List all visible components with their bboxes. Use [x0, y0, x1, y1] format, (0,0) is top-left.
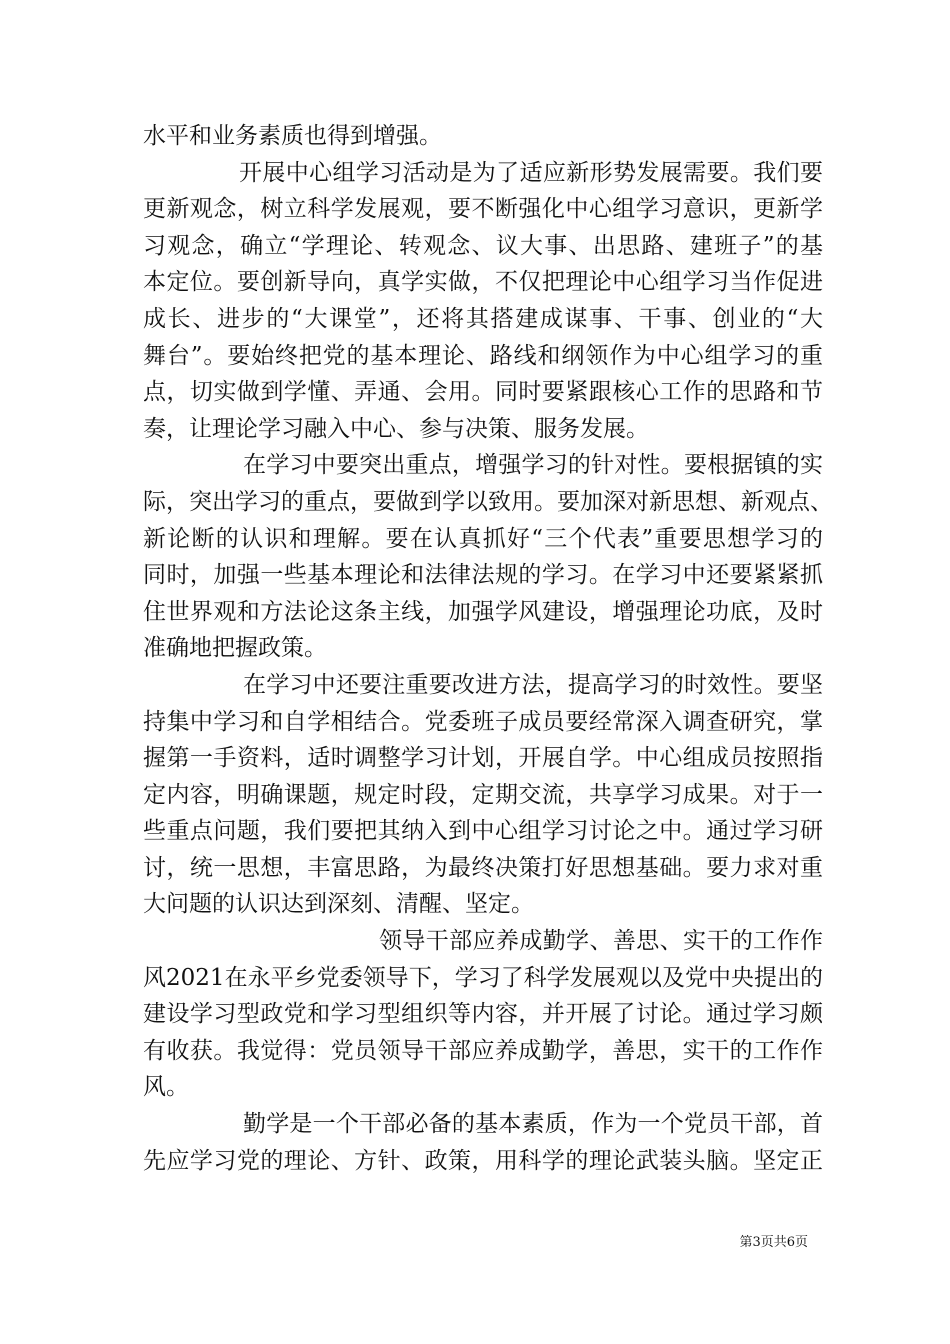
para-4-line-6: 讨，统一思想，丰富思路，为最终决策打好思想基础。要力求对重	[143, 854, 823, 881]
para-2-line-3: 习观念，确立“学理论、转观念、议大事、出思路、建班子”的基	[143, 232, 823, 259]
para-4-line-3: 握第一手资料，适时调整学习计划，开展自学。中心组成员按照指	[143, 745, 823, 772]
para-4-line-5: 些重点问题，我们要把其纳入到中心组学习讨论之中。通过学习研	[143, 818, 823, 845]
para-4-line-7: 大问题的认识达到深刻、清醒、坚定。	[143, 891, 534, 918]
para-2-line-4: 本定位。要创新导向，真学实做，不仅把理论中心组学习当作促进	[143, 269, 823, 296]
page-number: 第3页共6页	[739, 1235, 808, 1250]
para-4-line-2: 持集中学习和自学相结合。党委班子成员要经常深入调查研究，掌	[143, 708, 823, 735]
para-2-line-8: 奏，让理论学习融入中心、参与决策、服务发展。	[143, 415, 649, 442]
para-5-line-3: 建设学习型政党和学习型组织等内容，并开展了讨论。通过学习颇	[143, 1001, 823, 1028]
para-3-line-4: 同时，加强一些基本理论和法律法规的学习。在学习中还要紧紧抓	[143, 562, 823, 589]
para-3-line-1: 在学习中要突出重点，增强学习的针对性。要根据镇的实	[243, 452, 823, 479]
para-4-line-4: 定内容，明确课题，规定时段，定期交流，共享学习成果。对于一	[143, 781, 823, 808]
document-body	[143, 118, 833, 1179]
para-2-line-5: 成长、进步的“大课堂”，还将其搭建成谋事、干事、创业的“大	[143, 305, 823, 332]
para-5-line-1: 领导干部应养成勤学、善思、实干的工作作	[379, 928, 823, 955]
para-3-line-5: 住世界观和方法论这条主线，加强学风建设，增强理论功底，及时	[143, 598, 823, 625]
para-1-line-1: 水平和业务素质也得到增强。	[143, 123, 442, 149]
para-3-line-6: 准确地把握政策。	[143, 635, 327, 662]
para-2-line-2: 更新观念，树立科学发展观，要不断强化中心组学习意识，更新学	[143, 196, 823, 223]
para-6-line-2: 先应学习党的理论、方针、政策，用科学的理论武装头脑。坚定正	[143, 1147, 823, 1174]
para-5-line-2: 风2021在永平乡党委领导下，学习了科学发展观以及党中央提出的	[143, 964, 823, 991]
para-5-line-4: 有收获。我觉得：党员领导干部应养成勤学，善思，实干的工作作	[143, 1037, 823, 1064]
para-2-line-1: 开展中心组学习活动是为了适应新形势发展需要。我们要	[239, 159, 823, 186]
para-2-line-7: 点，切实做到学懂、弄通、会用。同时要紧跟核心工作的思路和节	[143, 379, 823, 406]
para-3-line-3: 新论断的认识和理解。要在认真抓好“三个代表”重要思想学习的	[143, 525, 823, 552]
para-4-line-1: 在学习中还要注重要改进方法，提高学习的时效性。要坚	[243, 671, 823, 698]
para-6-line-1: 勤学是一个干部必备的基本素质，作为一个党员干部，首	[243, 1111, 823, 1138]
para-2-line-6: 舞台”。要始终把党的基本理论、路线和纲领作为中心组学习的重	[143, 342, 823, 369]
para-5-line-5: 风。	[143, 1074, 189, 1101]
para-3-line-2: 际，突出学习的重点，要做到学以致用。要加深对新思想、新观点、	[143, 488, 833, 515]
